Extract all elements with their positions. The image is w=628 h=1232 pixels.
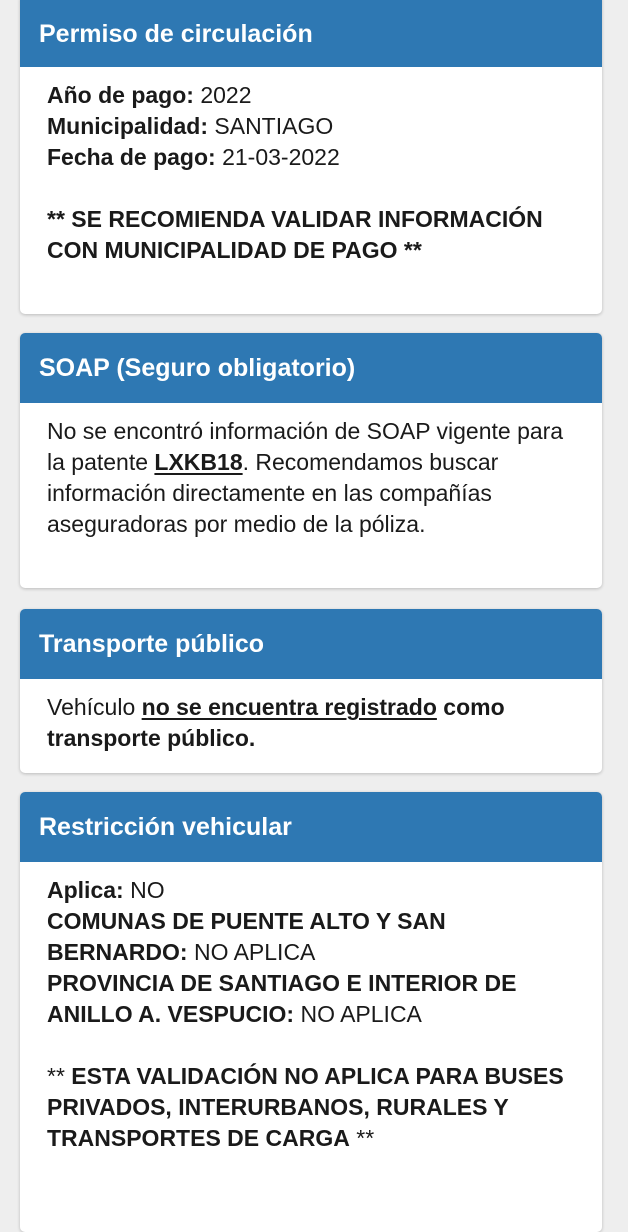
restriccion-warning	[47, 1061, 575, 1154]
permiso-card-body	[20, 67, 602, 266]
anio-row	[47, 80, 575, 111]
soap-text-after: . Recomendamos buscar información directamente en las compañías aseguradoras por medio de la póliza.	[47, 449, 499, 537]
transporte-text	[47, 692, 575, 754]
warning-text: ESTA VALIDACIÓN NO APLICA PARA BUSES PRIVADOS, INTERURBANOS, RURALES Y TRANSPORTES DE CARGA	[47, 1063, 564, 1151]
permiso-card	[20, 0, 602, 314]
soap-card	[20, 333, 602, 588]
aplica-label: Aplica:	[47, 877, 124, 903]
permiso-warning: ** SE RECOMIENDA VALIDAR INFORMACIÓN CON MUNICIPALIDAD DE PAGO **	[47, 206, 543, 263]
transporte-suffix: como transporte público.	[47, 694, 505, 751]
aplica-value: NO	[130, 877, 165, 903]
fecha-row	[47, 142, 575, 173]
warning-stars-open: **	[47, 1063, 65, 1089]
transporte-card	[20, 609, 602, 773]
municipalidad-row	[47, 111, 575, 142]
warning-stars-close: **	[356, 1125, 375, 1151]
anio-label: Año de pago:	[47, 82, 194, 108]
soap-text	[47, 416, 575, 540]
comunas-value: NO APLICA	[193, 939, 316, 965]
permiso-card-title: Permiso de circulación	[20, 0, 602, 67]
anio-value: 2022	[200, 82, 252, 108]
aplica-row	[47, 875, 575, 906]
plate-link[interactable]: LXKB18	[154, 449, 243, 475]
municipalidad-value: SANTIAGO	[214, 113, 334, 139]
soap-text-before: No se encontró información de SOAP vigente para la patente	[47, 418, 564, 475]
transporte-prefix: Vehículo	[47, 694, 142, 720]
soap-card-title: SOAP (Seguro obligatorio)	[20, 333, 602, 403]
fecha-label: Fecha de pago:	[47, 144, 216, 170]
fecha-value: 21-03-2022	[222, 144, 340, 170]
transporte-card-body	[20, 679, 602, 754]
soap-card-body	[20, 403, 602, 540]
transporte-status: no se encuentra registrado	[141, 694, 437, 720]
transporte-card-title: Transporte público	[20, 609, 602, 679]
restriccion-card-body	[20, 862, 602, 1154]
restriccion-card-title: Restricción vehicular	[20, 792, 602, 862]
municipalidad-label: Municipalidad:	[47, 113, 208, 139]
comunas-row	[47, 906, 575, 968]
provincia-value: NO APLICA	[300, 1001, 422, 1027]
comunas-label: COMUNAS DE PUENTE ALTO Y SAN BERNARDO:	[47, 908, 446, 965]
provincia-row	[47, 968, 575, 1030]
provincia-label: PROVINCIA DE SANTIAGO E INTERIOR DE ANILLO A. VESPUCIO:	[47, 970, 517, 1027]
restriccion-card	[20, 792, 602, 1232]
